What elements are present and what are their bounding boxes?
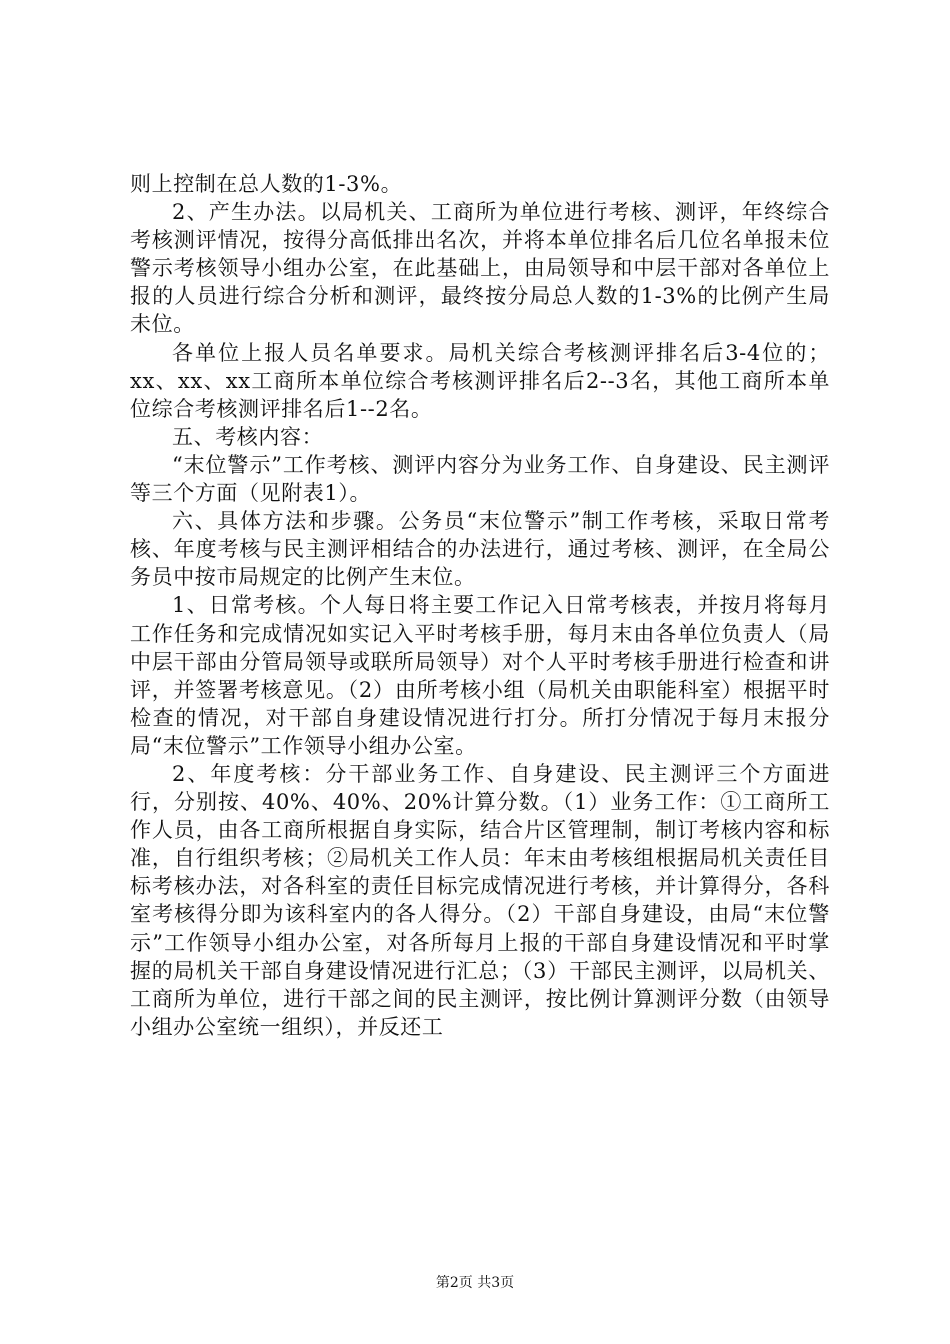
paragraph-daily-assessment: 1、日常考核。个人每日将主要工作记入日常考核表，并按月将每月工作任务和完成情况如实记入平时考核手册，每月末由各单位负责人（局中层干部由分管局领导或联所局领导）对个人平时考核手册进行检查和讲评，并签署考核意见。（2）由所考核小组（局机关由职能科室）根据平时检查的情况，对干部自身建设情况进行打分。所打分情况于每月末报分局“末位警示”工作领导小组办公室。 bbox=[130, 593, 830, 758]
page-footer: 第2页 共3页 bbox=[435, 1275, 515, 1291]
paragraph-continuation: 则上控制在总人数的1-3%。 bbox=[130, 172, 403, 196]
paragraph-annual-assessment: 2、年度考核：分干部业务工作、自身建设、民主测评三个方面进行，分别按、40%、40%、20%计算分数。（1）业务工作：①工商所工作人员，由各工商所根据自身实际，结合片区管理制，制订考核内容和标准，自行组织考核；②局机关工作人员：年末由考核组根据局机关责任目标考核办法，对各科室的责任目标完成情况进行考核，并计算得分，各科室考核得分即为该科室内的各人得分。（2）干部自身建设，由局“末位警示”工作领导小组办公室，对各所每月上报的干部自身建设情况和平时掌握的局机关干部自身建设情况进行汇总；（3）干部民主测评，以局机关、工商所为单位，进行干部之间的民主测评，按比例计算测评分数（由领导小组办公室统一组织），并反还工 bbox=[130, 761, 830, 1039]
document-body bbox=[130, 170, 830, 1041]
paragraph-generation-method: 2、产生办法。以局机关、工商所为单位进行考核、测评，年终综合考核测评情况，按得分高低排出名次，并将本单位排名后几位名单报未位警示考核领导小组办公室，在此基础上，由局领导和中层干部对各单位上报的人员进行综合分析和测评，最终按分局总人数的1-3%的比例产生局未位。 bbox=[130, 200, 830, 337]
paragraph-assessment-content: “末位警示”工作考核、测评内容分为业务工作、自身建设、民主测评等三个方面（见附表1）。 bbox=[130, 452, 830, 506]
section-heading-assessment-content: 五、考核内容： bbox=[172, 424, 324, 449]
paragraph-report-requirements: 各单位上报人员名单要求。局机关综合考核测评排名后3-4位的；xx、xx、xx工商所本单位综合考核测评排名后2--3名，其他工商所本单位综合考核测评排名后1--2名。 bbox=[130, 340, 830, 421]
section-heading-methods-steps: 六、具体方法和步骤。公务员“末位警示”制工作考核，采取日常考核、年度考核与民主测评相结合的办法进行，通过考核、测评，在全局公务员中按市局规定的比例产生末位。 bbox=[130, 509, 830, 590]
